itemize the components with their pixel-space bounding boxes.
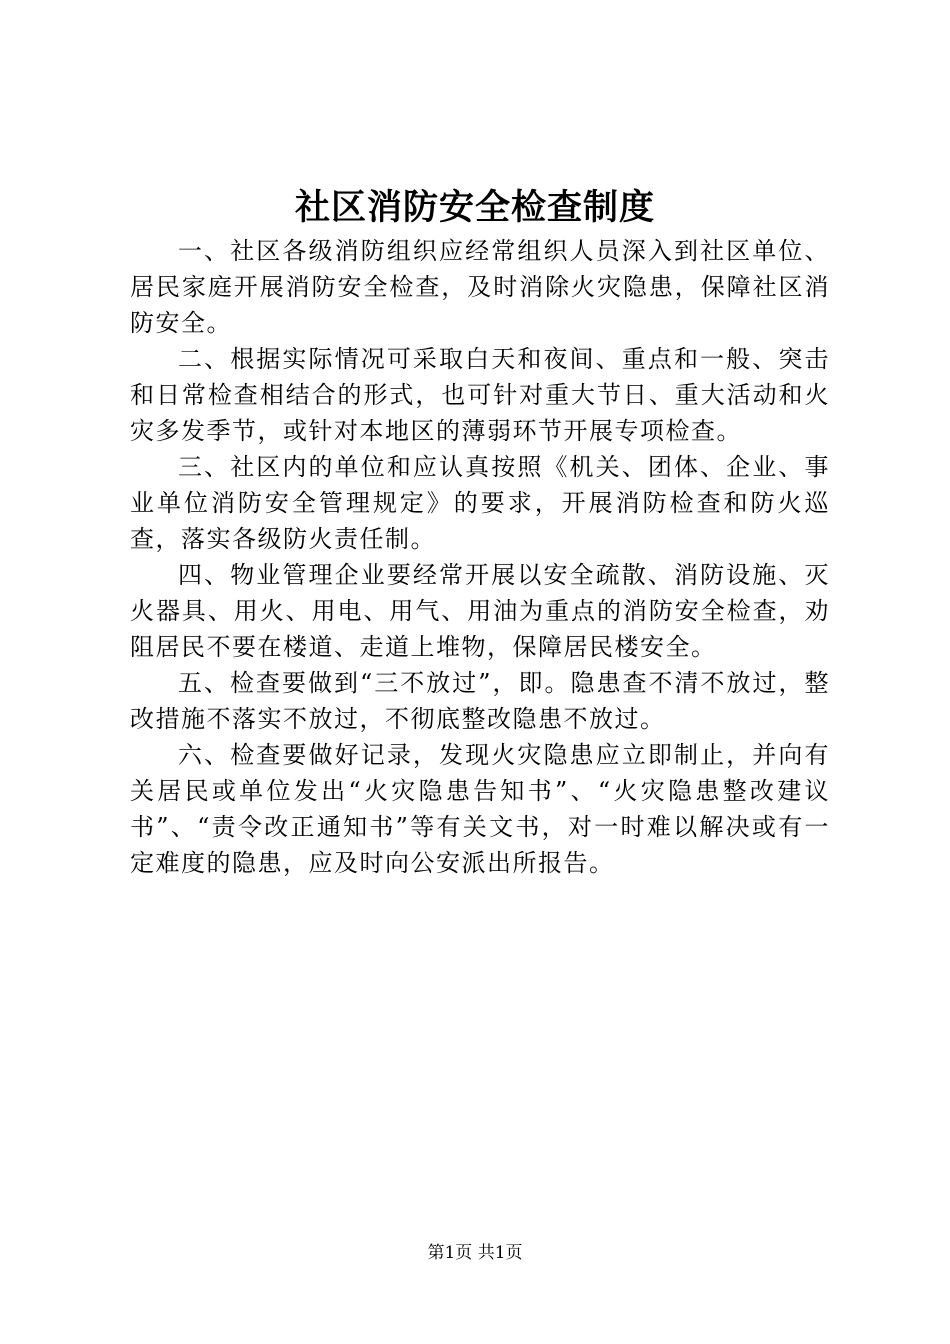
document-body (130, 233, 830, 881)
paragraph-2: 二、根据实际情况可采取白天和夜间、重点和一般、突击和日常检查相结合的形式，也可针对重大节日、重大活动和火灾多发季节，或针对本地区的薄弱环节开展专项检查。 (130, 345, 830, 445)
paragraph-5: 五、检查要做到“三不放过”，即。隐患查不清不放过，整改措施不落实不放过，不彻底整改隐患不放过。 (130, 669, 830, 733)
paragraph-4: 四、物业管理企业要经常开展以安全疏散、消防设施、灭火器具、用火、用电、用气、用油为重点的消防安全检查，劝阻居民不要在楼道、走道上堆物，保障居民楼安全。 (130, 561, 830, 661)
paragraph-1: 一、社区各级消防组织应经常组织人员深入到社区单位、居民家庭开展消防安全检查，及时消除火灾隐患，保障社区消防安全。 (130, 237, 830, 337)
document-title: 社区消防安全检查制度 (294, 187, 655, 228)
page-footer: 第1页 共1页 (427, 1243, 523, 1263)
paragraph-3: 三、社区内的单位和应认真按照《机关、团体、企业、事业单位消防安全管理规定》的要求，开展消防检查和防火巡查，落实各级防火责任制。 (130, 453, 830, 553)
paragraph-6: 六、检查要做好记录，发现火灾隐患应立即制止，并向有关居民或单位发出“火灾隐患告知书”、“火灾隐患整改建议书”、“责令改正通知书”等有关文书，对一时难以解决或有一定难度的隐患，应及时向公安派出所报告。 (130, 741, 830, 877)
